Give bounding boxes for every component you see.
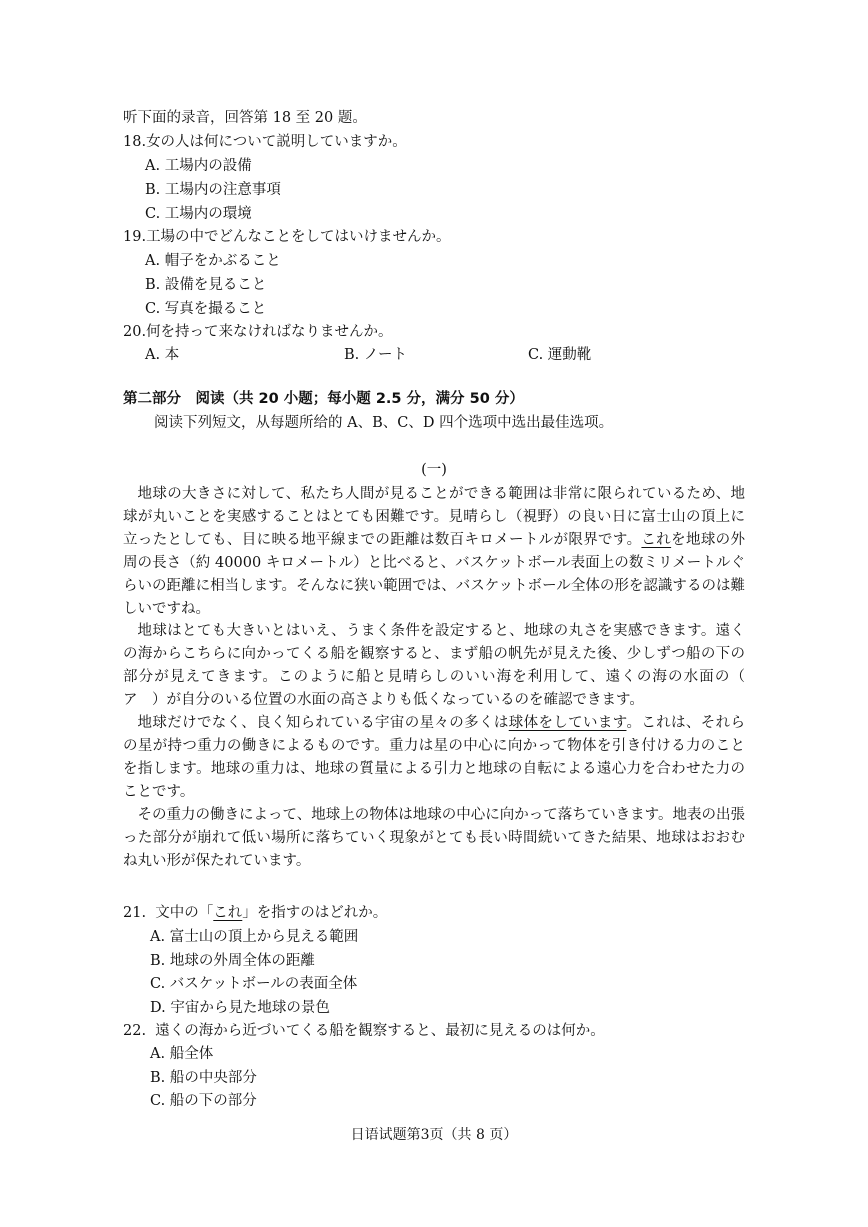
option-20-c: C. 運動靴 <box>528 347 592 363</box>
option-22-c: C. 船の下の部分 <box>150 1093 257 1109</box>
question-number: 21. <box>123 905 147 921</box>
passage-text <box>123 483 760 872</box>
reading-instruction: 阅读下列短文，从每题所给的 A、B、C、D 四个选项中选出最佳选项。 <box>154 415 614 431</box>
option-22-a: A. 船全体 <box>150 1046 214 1062</box>
question-20 <box>123 322 393 342</box>
question-22 <box>123 1021 605 1041</box>
question-21: 21. 文中の「これ」を指すのはどれか。 <box>123 905 388 921</box>
paragraph-3: 地球だけでなく、良く知られている宇宙の星々の多くは球体をしています。これは、それらの星が持つ重力の働きによるものです。重力は星の中心に向かって物体を引き付ける力のことを指します。地球の重力は、地球の質量による引力と地球の自転による遠心力を合わせた力のことです。 <box>123 715 745 800</box>
question-18 <box>123 132 407 152</box>
option-18-b: B. 工場内の注意事項 <box>145 182 281 198</box>
question-number: 22. <box>123 1023 147 1039</box>
option-21-d: D. 宇宙から見た地球の景色 <box>150 1000 330 1016</box>
paragraph-1: 地球の大きさに対して、私たち人間が見ることができる範囲は非常に限られているため、地球が丸いことを実感することはとても困難です。見晴らし（視野）の良い日に富士山の頂上に立ったとしても、目に映る地平線までの距離は数百キロメートルが限界です。これを地球の外周の長さ（約 40000 キロメートル）と比べると、バスケットボール表面上の数ミリメートルぐらいの距離に相当します。そんなに狭い範囲では、バスケットボール全体の形を認識するのは難しいですね。 <box>123 486 746 617</box>
option-19-b: B. 設備を見ること <box>145 277 267 293</box>
option-18-c: C. 工場内の環境 <box>145 206 252 222</box>
option-20-b: B. ノート <box>344 347 407 363</box>
question-stem: 遠くの海から近づいてくる船を観察すると、最初に見えるのは何か。 <box>155 1023 605 1039</box>
option-20-a: A. 本 <box>145 347 180 363</box>
question-19 <box>123 227 451 247</box>
option-21-b: B. 地球の外周全体の距離 <box>150 953 315 969</box>
option-18-a: A. 工場内の設備 <box>145 158 252 174</box>
question-stem: 何を持って来なければなりませんか。 <box>146 324 393 340</box>
page-footer: 日语试题第3页（共 8 页） <box>350 1127 518 1143</box>
listening-instruction: 听下面的录音，回答第 18 至 20 题。 <box>123 110 367 126</box>
passage-number: (一) <box>421 462 447 478</box>
section-title: 第二部分 阅读（共 20 小题；每小题 2.5 分，满分 50 分） <box>123 391 524 407</box>
question-stem: 工場の中でどんなことをしてはいけませんか。 <box>146 229 451 245</box>
underlined-kore: これ <box>641 531 672 548</box>
question-stem: 女の人は何について説明していますか。 <box>146 134 407 150</box>
question-number: 20. <box>123 324 147 340</box>
option-21-c: C. バスケットボールの表面全体 <box>150 976 358 992</box>
paragraph-2: 地球はとても大きいとはいえ、うまく条件を設定すると、地球の丸さを実感できます。遠くの海からこちらに向かってくる船を観察すると、まず船の帆先が見えた後、少しずつ船の下の部分が見えてきます。このように船と見晴らしのいい海を利用して、遠くの海の水面の（ ア ）が自分のいる位置の水面の高さよりも低くなっているのを確認できます。 <box>123 623 760 709</box>
underlined-sphere: 球体をしています <box>508 715 627 732</box>
underlined-kore-ref: これ <box>213 905 243 921</box>
option-22-b: B. 船の中央部分 <box>150 1070 257 1086</box>
option-21-a: A. 富士山の頂上から見える範囲 <box>150 929 359 945</box>
option-19-a: A. 帽子をかぶること <box>145 253 281 269</box>
option-19-c: C. 写真を撮ること <box>145 301 267 317</box>
paragraph-4: その重力の働きによって、地球上の物体は地球の中心に向かって落ちていきます。地表の出張った部分が崩れて低い場所に落ちていく現象がとても長い時間続いてきた結果、地球はおおむね丸い形が保たれています。 <box>123 806 745 869</box>
question-number: 18. <box>123 134 147 150</box>
question-number: 19. <box>123 229 147 245</box>
